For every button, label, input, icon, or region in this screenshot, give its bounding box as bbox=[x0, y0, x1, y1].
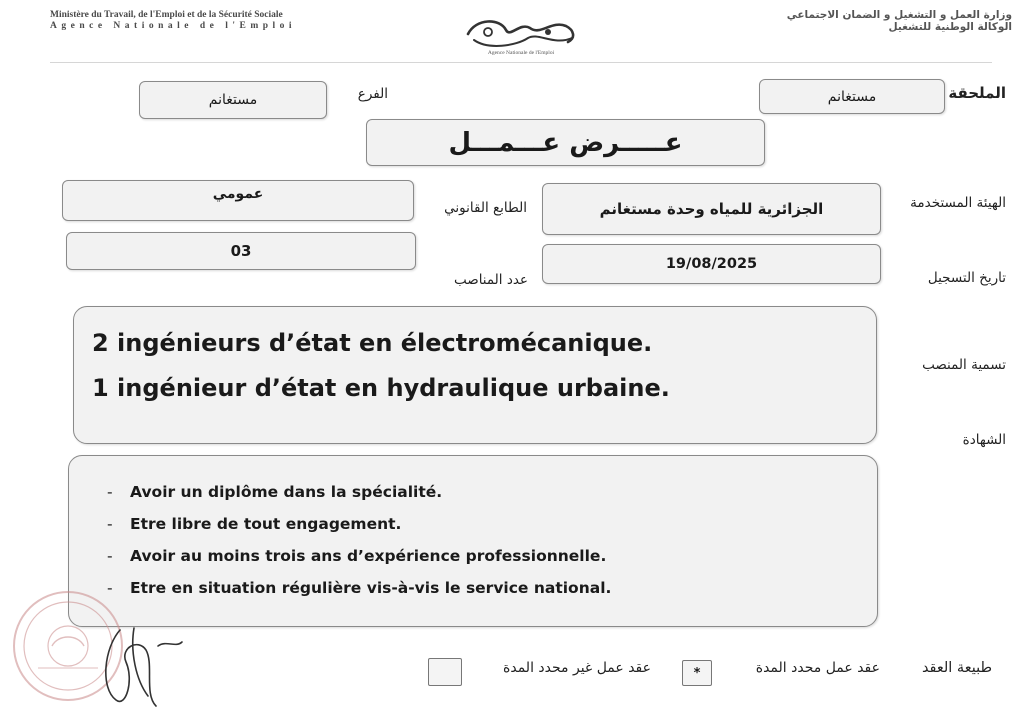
contract-indefinite-checkbox[interactable] bbox=[428, 658, 462, 686]
offer-title-box bbox=[366, 119, 765, 166]
requirement-item: - Avoir au moins trois ans d’expérience professionnelle. bbox=[107, 540, 877, 572]
header-french bbox=[50, 10, 296, 31]
annex-label: الملحقة bbox=[948, 84, 1006, 102]
header-divider bbox=[50, 62, 992, 63]
requirement-item: - Avoir un diplôme dans la spécialité. bbox=[107, 476, 877, 508]
job-title-field bbox=[73, 306, 877, 444]
contract-fixed-term-checkbox[interactable]: * bbox=[682, 660, 712, 686]
job-title-line: 1 ingénieur d’état en hydraulique urbaine. bbox=[92, 374, 670, 402]
job-title-label: تسمية المنصب bbox=[922, 357, 1006, 373]
annex-field: مستغانم bbox=[759, 79, 945, 114]
diploma-label: الشهادة bbox=[962, 432, 1006, 448]
positions-count-label: عدد المناصب bbox=[453, 272, 528, 288]
contract-type-label: طبيعة العقد bbox=[921, 660, 992, 676]
branch-label: الفرع bbox=[357, 86, 388, 102]
registration-date-field: 19/08/2025 bbox=[542, 244, 881, 284]
header-ar-agency: الوكالة الوطنية للتشغيل bbox=[888, 21, 1012, 33]
header-fr-ministry: Ministère du Travail, de l'Emploi et de la Sécurité Sociale bbox=[50, 10, 283, 20]
contract-fixed-term-label: عقد عمل محدد المدة bbox=[755, 660, 880, 676]
legal-status-value: عمومي bbox=[212, 186, 264, 202]
employer-field: الجزائرية للمياه وحدة مستغانم bbox=[542, 183, 881, 235]
requirements-list bbox=[107, 476, 877, 604]
legal-status-label: الطابع القانوني bbox=[444, 200, 527, 216]
requirement-item: - Etre en situation régulière vis-à-vis le service national. bbox=[107, 572, 877, 604]
branch-field: مستغانم bbox=[139, 81, 327, 119]
positions-count-field: 03 bbox=[66, 232, 416, 270]
official-stamp-and-signature bbox=[8, 568, 198, 718]
contract-indefinite-label: عقد عمل غير محدد المدة bbox=[503, 660, 651, 676]
legal-status-field bbox=[62, 180, 414, 221]
registration-date-label: تاريخ التسجيل bbox=[927, 270, 1006, 286]
header-fr-agency: Agence Nationale de l'Emploi bbox=[50, 20, 297, 31]
header-arabic bbox=[787, 9, 1012, 33]
offer-title: عـــــرض عـــمـــل bbox=[448, 127, 683, 158]
requirement-item: - Etre libre de tout engagement. bbox=[107, 508, 877, 540]
employer-label: الهيئة المستخدمة bbox=[910, 195, 1006, 211]
logo-caption: Agence Nationale de l'Emploi bbox=[487, 50, 555, 56]
job-title-line: 2 ingénieurs d’état en électromécanique. bbox=[92, 329, 653, 357]
header-ar-ministry: وزارة العمل و التشغيل و الضمان الاجتماعي bbox=[786, 9, 1012, 21]
